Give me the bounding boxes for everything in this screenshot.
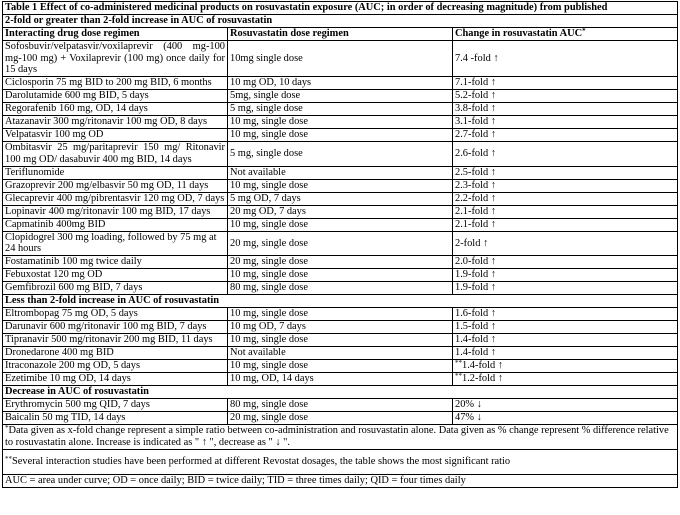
table-row (3, 411, 678, 424)
change-cell (453, 41, 678, 77)
footnote-row (3, 424, 678, 449)
change-value: 1.6-fold ↑ (455, 308, 496, 320)
change-value: 1.5-fold ↑ (455, 321, 496, 333)
abbreviations-row (3, 474, 678, 487)
change-value: 2.1-fold ↑ (455, 205, 496, 217)
footnote-marker: ** (455, 372, 462, 381)
change-value: 3.1-fold ↑ (455, 115, 496, 127)
change-cell (453, 411, 678, 424)
table-row (3, 359, 678, 372)
change-cell (453, 179, 678, 192)
table-row (3, 281, 678, 294)
dose-cell: 10 mg, single dose (228, 268, 453, 281)
dose-cell: 10 mg, single dose (228, 333, 453, 346)
change-cell (453, 115, 678, 128)
footnote-marker: ** (455, 359, 462, 368)
drug-cell: Tipranavir 500 mg/ritonavir 200 mg BID, 11 days (3, 333, 228, 346)
change-cell (453, 372, 678, 385)
dose-cell: 10 mg, single dose (228, 359, 453, 372)
change-value: 2.0-fold ↑ (455, 256, 496, 268)
change-cell (453, 359, 678, 372)
dose-cell: 5mg, single dose (228, 89, 453, 102)
header-interacting-drug: Interacting drug dose regimen (3, 28, 228, 41)
change-value: 5.2-fold ↑ (455, 89, 496, 101)
title-row (3, 2, 678, 15)
dose-cell: 10mg single dose (228, 41, 453, 77)
drug-cell: Sofosbuvir/velpatasvir/voxilaprevir (400 mg-100 mg-100 mg) + Voxilaprevir (100 mg) once daily for 15 days (3, 41, 228, 77)
change-cell (453, 307, 678, 320)
change-value: 2.3-fold ↑ (455, 179, 496, 191)
change-cell (453, 281, 678, 294)
table-row (3, 76, 678, 89)
drug-cell: Teriflunomide (3, 166, 228, 179)
table-row (3, 398, 678, 411)
table-row (3, 141, 678, 166)
change-cell (453, 320, 678, 333)
table-row (3, 89, 678, 102)
change-cell (453, 89, 678, 102)
drug-cell: Itraconazole 200 mg OD, 5 days (3, 359, 228, 372)
change-value: 3.8-fold ↑ (455, 102, 496, 114)
change-value: 7.4 -fold ↑ (455, 52, 499, 64)
drug-cell: Eltrombopag 75 mg OD, 5 days (3, 307, 228, 320)
drug-cell: Glecaprevir 400 mg/pibrentasvir 120 mg OD, 7 days (3, 192, 228, 205)
header-change-auc-label: Change in rosuvastatin AUC (455, 28, 583, 40)
section-heading-row (3, 15, 678, 28)
dose-cell: 80 mg, single dose (228, 398, 453, 411)
dose-cell: 10 mg, OD, 14 days (228, 372, 453, 385)
change-cell (453, 166, 678, 179)
footnote-2-text: Several interaction studies have been performed at different Revostat dosages, the table shows the most significant ratio (12, 456, 511, 468)
dose-cell: 10 mg OD, 10 days (228, 76, 453, 89)
interaction-table-container (2, 1, 678, 488)
dose-cell: 10 mg, single dose (228, 179, 453, 192)
table-row (3, 41, 678, 77)
table-row (3, 333, 678, 346)
drug-cell: Fostamatinib 100 mg twice daily (3, 255, 228, 268)
drug-cell: Ciclosporin 75 mg BID to 200 mg BID, 6 months (3, 76, 228, 89)
change-cell (453, 76, 678, 89)
change-cell (453, 128, 678, 141)
drug-cell: Regorafenib 160 mg, OD, 14 days (3, 102, 228, 115)
drug-cell: Velpatasvir 100 mg OD (3, 128, 228, 141)
dose-cell: 5 mg OD, 7 days (228, 192, 453, 205)
table-row (3, 192, 678, 205)
drug-cell: Gemfibrozil 600 mg BID, 7 days (3, 281, 228, 294)
change-cell (453, 218, 678, 231)
abbreviations: AUC = area under curve; OD = once daily; BID = twice daily; TID = three times daily; QID = four times daily (3, 474, 678, 487)
change-value: 2.1-fold ↑ (455, 218, 496, 230)
footnote-row (3, 449, 678, 474)
section-heading-row (3, 385, 678, 398)
table-row (3, 102, 678, 115)
table-row (3, 166, 678, 179)
change-cell (453, 205, 678, 218)
drug-cell: Baicalin 50 mg TID, 14 days (3, 411, 228, 424)
dose-cell: 80 mg, single dose (228, 281, 453, 294)
dose-cell: 5 mg, single dose (228, 102, 453, 115)
change-cell (453, 231, 678, 255)
change-value: 2.7-fold ↑ (455, 128, 496, 140)
change-value: 2.6-fold ↑ (455, 147, 496, 159)
drug-cell: Erythromycin 500 mg QID, 7 days (3, 398, 228, 411)
table-row (3, 128, 678, 141)
drug-cell: Capmatinib 400mg BID (3, 218, 228, 231)
section-heading-row (3, 294, 678, 307)
header-footnote-marker: * (582, 27, 586, 36)
change-cell (453, 398, 678, 411)
table-row (3, 307, 678, 320)
footnote-1-marker: * (5, 424, 9, 433)
table-row (3, 231, 678, 255)
drug-cell: Dronedarone 400 mg BID (3, 346, 228, 359)
dose-cell: 20 mg, single dose (228, 411, 453, 424)
footnote-2-marker: ** (5, 455, 12, 464)
footnote-1-text: Data given as x-fold change represent a simple ratio between co-administration and rosuvastatin alone. Data given as % change represent % difference relative to rosuvastatin alone. Increase is indicated as " ↑ ", decrease as " ↓ ". (5, 425, 669, 448)
dose-cell: 20 mg, single dose (228, 231, 453, 255)
footnote-2 (3, 449, 678, 474)
table-row (3, 179, 678, 192)
drug-cell: Ombitasvir 25 mg/paritaprevir 150 mg/ Ritonavir 100 mg OD/ dasabuvir 400 mg BID, 14 days (3, 141, 228, 166)
change-value: 7.1-fold ↑ (455, 76, 496, 88)
change-value: 1.2-fold ↑ (462, 373, 503, 385)
change-value: 1.4-fold ↑ (455, 334, 496, 346)
change-cell (453, 192, 678, 205)
change-value: 2-fold ↑ (455, 237, 489, 249)
dose-cell: Not available (228, 346, 453, 359)
dose-cell: 10 mg OD, 7 days (228, 320, 453, 333)
table-title: Table 1 Effect of co-administered medicinal products on rosuvastatin exposure (AUC; in order of decreasing magnitude) from published (3, 2, 678, 15)
header-rosuvastatin-dose: Rosuvastatin dose regimen (228, 28, 453, 41)
change-cell (453, 141, 678, 166)
dose-cell: 10 mg, single dose (228, 307, 453, 320)
drug-cell: Darolutamide 600 mg BID, 5 days (3, 89, 228, 102)
table-row (3, 268, 678, 281)
footnote-1 (3, 424, 678, 449)
table-row (3, 255, 678, 268)
table-row (3, 218, 678, 231)
dose-cell: 10 mg, single dose (228, 128, 453, 141)
table-row (3, 115, 678, 128)
interaction-table (2, 1, 678, 488)
dose-cell: 20 mg, single dose (228, 255, 453, 268)
header-change-auc (453, 28, 678, 41)
section2-heading: Less than 2-fold increase in AUC of rosuvastatin (3, 294, 678, 307)
change-value: 20% ↓ (455, 399, 482, 411)
change-value: 2.2-fold ↑ (455, 192, 496, 204)
section1-heading: 2-fold or greater than 2-fold increase in AUC of rosuvastatin (3, 15, 678, 28)
table-row (3, 320, 678, 333)
dose-cell: Not available (228, 166, 453, 179)
change-value: 47% ↓ (455, 412, 482, 424)
change-cell (453, 346, 678, 359)
change-cell (453, 255, 678, 268)
change-cell (453, 333, 678, 346)
drug-cell: Darunavir 600 mg/ritonavir 100 mg BID, 7 days (3, 320, 228, 333)
drug-cell: Grazoprevir 200 mg/elbasvir 50 mg OD, 11 days (3, 179, 228, 192)
table-row (3, 346, 678, 359)
drug-cell: Clopidogrel 300 mg loading, followed by 75 mg at 24 hours (3, 231, 228, 255)
change-value: 1.4-fold ↑ (455, 347, 496, 359)
dose-cell: 20 mg OD, 7 days (228, 205, 453, 218)
dose-cell: 5 mg, single dose (228, 141, 453, 166)
drug-cell: Ezetimibe 10 mg OD, 14 days (3, 372, 228, 385)
change-cell (453, 102, 678, 115)
drug-cell: Lopinavir 400 mg/ritonavir 100 mg BID, 17 days (3, 205, 228, 218)
drug-cell: Atazanavir 300 mg/ritonavir 100 mg OD, 8 days (3, 115, 228, 128)
section3-heading: Decrease in AUC of rosuvastatin (3, 385, 678, 398)
dose-cell: 10 mg, single dose (228, 115, 453, 128)
change-value: 1.9-fold ↑ (455, 269, 496, 281)
change-value: 1.4-fold ↑ (462, 360, 503, 372)
dose-cell: 10 mg, single dose (228, 218, 453, 231)
column-header-row (3, 28, 678, 41)
change-cell (453, 268, 678, 281)
drug-cell: Febuxostat 120 mg OD (3, 268, 228, 281)
change-value: 1.9-fold ↑ (455, 282, 496, 294)
table-body (3, 2, 678, 488)
table-row (3, 372, 678, 385)
table-row (3, 205, 678, 218)
change-value: 2.5-fold ↑ (455, 166, 496, 178)
